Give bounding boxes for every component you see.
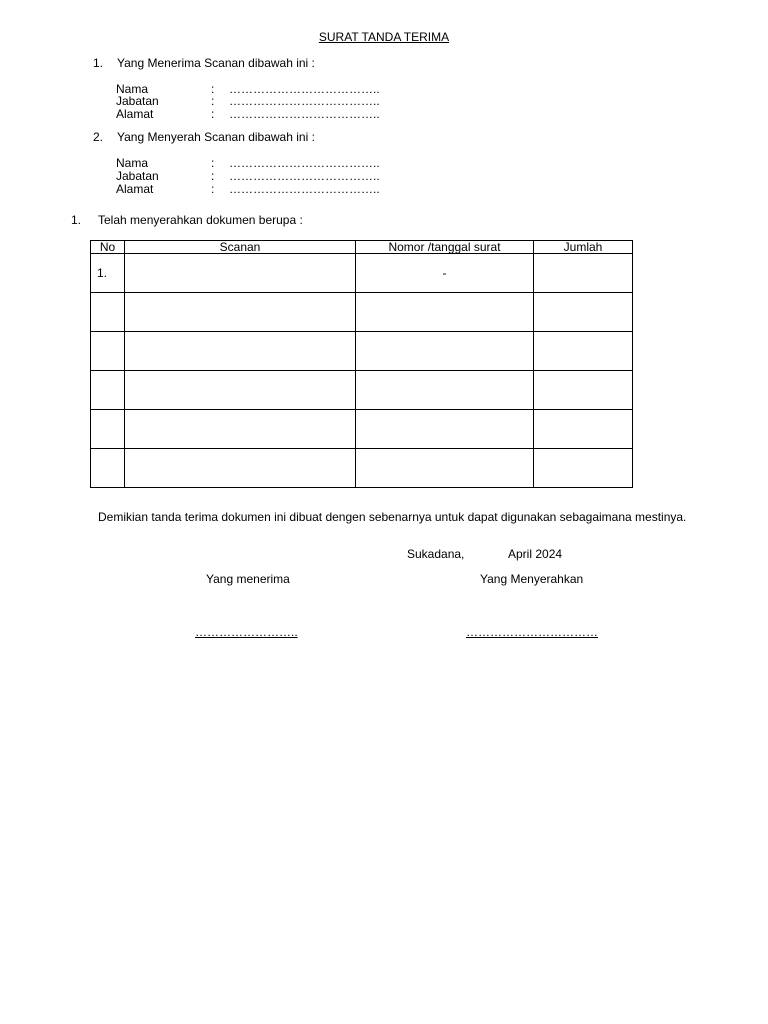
- documents-table: [90, 240, 633, 488]
- header-jumlah: Jumlah: [534, 241, 633, 254]
- section1-jabatan-value: ………………………………..: [229, 94, 380, 108]
- section1-nama-value: ………………………………..: [229, 82, 380, 96]
- cell-nomor: [356, 371, 534, 410]
- cell-no: [91, 371, 125, 410]
- cell-nomor: [356, 332, 534, 371]
- section2-nama-value: ………………………………..: [229, 156, 380, 170]
- table-header-row: [91, 241, 633, 254]
- header-scanan: Scanan: [125, 241, 356, 254]
- table-row: [91, 371, 633, 410]
- cell-no: 1.: [91, 254, 125, 293]
- giver-label: Yang Menyerahkan: [480, 572, 584, 586]
- section2-jabatan-sep: :: [211, 169, 215, 183]
- place: Sukadana,: [407, 547, 465, 561]
- table-row: [91, 449, 633, 488]
- cell-nomor: -: [356, 254, 534, 293]
- section2-alamat-sep: :: [211, 182, 215, 196]
- section3-heading: Telah menyerahkan dokumen berupa :: [98, 213, 303, 227]
- section2-heading: Yang Menyerah Scanan dibawah ini :: [117, 130, 315, 144]
- section2-nama-sep: :: [211, 156, 215, 170]
- closing-statement: Demikian tanda terima dokumen ini dibuat dengen sebenarnya untuk dapat digunakan sebagaimana mestinya.: [98, 510, 687, 524]
- section2-alamat-label: Alamat: [116, 182, 154, 196]
- section1-jabatan-sep: :: [211, 94, 215, 108]
- section1-nama-sep: :: [211, 82, 215, 96]
- table-row: [91, 293, 633, 332]
- date: April 2024: [508, 547, 563, 561]
- document-title: SURAT TANDA TERIMA: [318, 30, 450, 44]
- cell-no: [91, 449, 125, 488]
- section1-alamat-label: Alamat: [116, 107, 154, 121]
- section1-number: 1.: [93, 56, 104, 70]
- cell-jumlah: [534, 293, 633, 332]
- cell-scanan: [125, 332, 356, 371]
- section3-number: 1.: [71, 213, 82, 227]
- cell-scanan: [125, 371, 356, 410]
- table-row: [91, 332, 633, 371]
- section1-heading: Yang Menerima Scanan dibawah ini :: [117, 56, 315, 70]
- table-row: [91, 410, 633, 449]
- cell-scanan: [125, 410, 356, 449]
- header-no: No: [91, 241, 125, 254]
- section2-number: 2.: [93, 130, 104, 144]
- cell-nomor: [356, 293, 534, 332]
- header-nomor-tanggal: Nomor /tanggal surat: [356, 241, 534, 254]
- cell-scanan: [125, 449, 356, 488]
- receiver-signature-line: ……………………..: [195, 625, 298, 639]
- cell-no: [91, 332, 125, 371]
- section1-jabatan-label: Jabatan: [116, 94, 159, 108]
- section1-nama-label: Nama: [116, 82, 149, 96]
- section2-alamat-value: ………………………………..: [229, 182, 380, 196]
- section2-jabatan-label: Jabatan: [116, 169, 159, 183]
- giver-signature-line: ……………………………: [466, 625, 598, 639]
- cell-nomor: [356, 449, 534, 488]
- section2-nama-label: Nama: [116, 156, 149, 170]
- receiver-label: Yang menerima: [206, 572, 290, 586]
- table-row: [91, 254, 633, 293]
- cell-scanan: [125, 293, 356, 332]
- cell-jumlah: [534, 332, 633, 371]
- cell-jumlah: [534, 410, 633, 449]
- cell-scanan: [125, 254, 356, 293]
- section2-jabatan-value: ………………………………..: [229, 169, 380, 183]
- cell-jumlah: [534, 371, 633, 410]
- section1-alamat-sep: :: [211, 107, 215, 121]
- cell-jumlah: [534, 254, 633, 293]
- cell-no: [91, 410, 125, 449]
- cell-jumlah: [534, 449, 633, 488]
- cell-nomor: [356, 410, 534, 449]
- section1-alamat-value: ………………………………..: [229, 107, 380, 121]
- cell-no: [91, 293, 125, 332]
